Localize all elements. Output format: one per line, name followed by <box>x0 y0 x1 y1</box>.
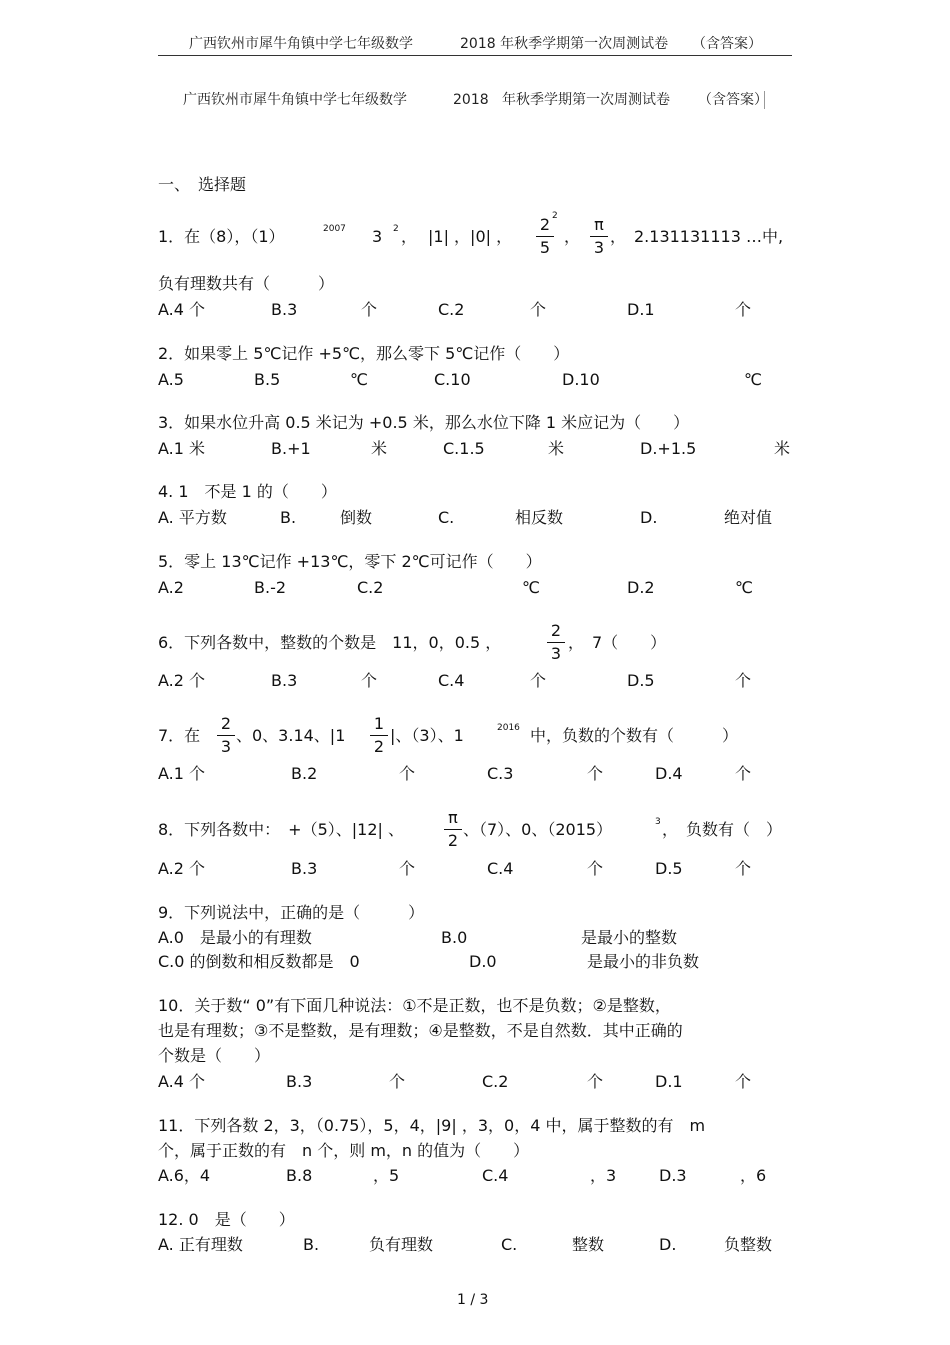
q8-f-numerator: π <box>448 808 458 827</box>
q11-option-b-value: ，5 <box>373 1166 400 1185</box>
q9-option-c: C.0 的倒数和相反数都是 0 <box>158 952 360 971</box>
fraction-bar <box>444 829 462 830</box>
q6-tail: ， 7（ ） <box>568 633 667 652</box>
q4-text: 4. 1 不是 1 的（ ） <box>158 482 337 501</box>
fraction-bar <box>536 236 554 237</box>
q10-line-1: 10．关于数“ 0”有下面几种说法：①不是正数，也不是负数；②是整数， <box>158 996 671 1015</box>
q7-option-b-unit: 个 <box>399 764 416 783</box>
title-year: 2018 <box>453 92 489 108</box>
q8-option-a: A.2 个 <box>158 859 206 878</box>
q8-option-b-unit: 个 <box>399 859 416 878</box>
title-margin-mark <box>764 91 765 109</box>
q8-option-d-unit: 个 <box>735 859 752 878</box>
page-number: 1 / 3 <box>457 1292 489 1308</box>
q12-option-d: D. <box>659 1235 677 1254</box>
q1-option-c-unit: 个 <box>530 300 547 319</box>
q8-text-b: 、（7）、0、（2015） <box>463 820 613 839</box>
q9-option-d-text: 是最小的非负数 <box>587 952 700 971</box>
q2-option-b: B.5 <box>254 370 281 389</box>
header-answers: （含答案） <box>692 36 762 52</box>
q7-f2-denominator: 2 <box>373 737 385 756</box>
q7-text-a: 7．在 <box>158 726 201 745</box>
q2-option-d: D.10 <box>562 370 600 389</box>
q7-text-b: 、0、3.14、|1 <box>236 726 346 745</box>
q1-text-a: 1．在（8），（1） <box>158 227 285 246</box>
q7-option-b: B.2 <box>291 764 318 783</box>
q1-option-b: B.3 <box>271 300 298 319</box>
q6-option-d: D.5 <box>627 671 655 690</box>
q1-f1-numerator: 2 <box>539 215 551 234</box>
q2-text: 2．如果零上 5℃记作 +5℃，那么零下 5℃记作（ ） <box>158 344 570 363</box>
q1-tail: ， 2.131131113 …中, <box>610 227 784 246</box>
q6-text: 6．下列各数中，整数的个数是 11，0，0.5 ， <box>158 633 502 652</box>
q8-option-d: D.5 <box>655 859 683 878</box>
q12-option-a: A. 正有理数 <box>158 1235 243 1254</box>
q7-f2-numerator: 1 <box>373 714 385 733</box>
q4-option-d: D. <box>640 508 658 527</box>
q11-line-2: 个，属于正数的有 n 个，则 m，n 的值为（ ） <box>158 1141 530 1160</box>
fraction-bar <box>217 735 235 736</box>
q6-f-denominator: 3 <box>550 644 562 663</box>
q4-option-c-text: 相反数 <box>515 508 564 527</box>
q4-option-c: C. <box>438 508 455 527</box>
fraction-bar <box>590 236 608 237</box>
q10-option-c: C.2 <box>482 1072 509 1091</box>
q3-option-b-unit: 米 <box>371 439 388 458</box>
q1-option-c: C.2 <box>438 300 465 319</box>
q6-fraction-two-thirds <box>547 623 565 662</box>
q1-f1-exponent: 2 <box>552 211 558 221</box>
q6-option-b-unit: 个 <box>361 671 378 690</box>
section-heading: 一、 选择题 <box>158 175 247 194</box>
q1-text-d: |1| ，|0| ， <box>428 227 513 246</box>
q1-option-d: D.1 <box>627 300 655 319</box>
q1-option-a: A.4 个 <box>158 300 206 319</box>
q3-option-d-unit: 米 <box>774 439 791 458</box>
q1-f2-denominator: 3 <box>593 238 605 257</box>
q1-line2: 负有理数共有（ ） <box>158 274 335 293</box>
q12-option-c-text: 整数 <box>572 1235 605 1254</box>
q3-option-c: C.1.5 <box>443 439 485 458</box>
q10-option-b: B.3 <box>286 1072 313 1091</box>
q6-option-d-unit: 个 <box>735 671 752 690</box>
q5-option-c: C.2 <box>357 578 384 597</box>
q1-text-c: ， <box>401 227 418 246</box>
q10-option-d: D.1 <box>655 1072 683 1091</box>
q12-option-c: C. <box>501 1235 518 1254</box>
q11-option-c-value: ，3 <box>590 1166 617 1185</box>
q3-option-c-unit: 米 <box>548 439 565 458</box>
q7-fraction-one-half <box>370 716 388 755</box>
q7-option-d-unit: 个 <box>735 764 752 783</box>
header-school: 广西钦州市犀牛角镇中学七年级数学 <box>189 36 413 52</box>
q7-text-c: |、（3）、1 <box>390 726 464 745</box>
q8-option-c-unit: 个 <box>587 859 604 878</box>
q1-option-b-unit: 个 <box>361 300 378 319</box>
q12-option-b-text: 负有理数 <box>369 1235 434 1254</box>
q9-text: 9．下列说法中，正确的是（ ） <box>158 903 425 922</box>
q5-option-d-unit: ℃ <box>735 578 753 597</box>
q5-option-c-unit: ℃ <box>522 578 540 597</box>
q7-option-a: A.1 个 <box>158 764 206 783</box>
q11-option-a: A.6，4 <box>158 1166 211 1185</box>
q4-option-b-text: 倒数 <box>340 508 373 527</box>
q4-option-d-text: 绝对值 <box>724 508 773 527</box>
q3-option-b: B.+1 <box>271 439 311 458</box>
q3-option-a: A.1 米 <box>158 439 206 458</box>
title-school: 广西钦州市犀牛角镇中学七年级数学 <box>183 92 407 108</box>
q2-option-a: A.5 <box>158 370 184 389</box>
q5-text: 5．零上 13℃记作 +13℃，零下 2℃可记作（ ） <box>158 552 542 571</box>
q7-exponent: 2016 <box>497 723 520 733</box>
q6-option-a: A.2 个 <box>158 671 206 690</box>
q1-f2-numerator: π <box>594 215 604 234</box>
q6-option-c-unit: 个 <box>530 671 547 690</box>
q1-option-d-unit: 个 <box>735 300 752 319</box>
q5-option-a: A.2 <box>158 578 184 597</box>
q10-line-2: 也是有理数；③不是整数，是有理数；④是整数，不是自然数．其中正确的 <box>158 1021 683 1040</box>
q9-option-d: D.0 <box>469 952 497 971</box>
q3-option-d: D.+1.5 <box>640 439 697 458</box>
q3-text: 3．如果水位升高 0.5 米记为 +0.5 米，那么水位下降 1 米应记为（ ） <box>158 413 690 432</box>
q10-line-3: 个数是（ ） <box>158 1046 271 1065</box>
q4-option-a: A. 平方数 <box>158 508 227 527</box>
q6-f-numerator: 2 <box>550 621 562 640</box>
q7-option-c-unit: 个 <box>587 764 604 783</box>
q1-fraction-pi-thirds <box>590 217 608 256</box>
q12-option-b: B. <box>303 1235 320 1254</box>
header-rule <box>158 55 792 56</box>
q7-f1-numerator: 2 <box>220 714 232 733</box>
q1-comma: ， <box>564 227 581 246</box>
q7-f1-denominator: 3 <box>220 737 232 756</box>
q12-option-d-text: 负整数 <box>724 1235 773 1254</box>
q11-option-d-value: ，6 <box>740 1166 767 1185</box>
q8-fraction-pi-halves <box>444 810 462 849</box>
q11-option-d: D.3 <box>659 1166 687 1185</box>
q5-option-b: B.-2 <box>254 578 287 597</box>
q1-text-b: 3 <box>372 227 383 246</box>
q9-option-b-text: 是最小的整数 <box>581 928 678 947</box>
header-term: 2018 年秋季学期第一次周测试卷 <box>460 36 669 52</box>
q11-line-1: 11．下列各数 2，3，（0.75），5，4，|9| ，3，0，4 中，属于整数的有 m <box>158 1116 706 1135</box>
fraction-bar <box>370 735 388 736</box>
q8-f-denominator: 2 <box>447 831 459 850</box>
q9-option-b: B.0 <box>441 928 468 947</box>
q11-option-b: B.8 <box>286 1166 313 1185</box>
q8-text-c: ， 负数有（ ） <box>662 820 783 839</box>
q10-option-d-unit: 个 <box>735 1072 752 1091</box>
q11-option-c: C.4 <box>482 1166 509 1185</box>
q7-option-c: C.3 <box>487 764 514 783</box>
title-answers: （含答案） <box>698 92 768 108</box>
q4-option-b: B. <box>280 508 297 527</box>
q2-option-b-unit: ℃ <box>350 370 368 389</box>
q9-option-a: A.0 是最小的有理数 <box>158 928 312 947</box>
q5-option-d: D.2 <box>627 578 655 597</box>
q12-text: 12. 0 是（ ） <box>158 1210 295 1229</box>
q1-exponent-2: 2 <box>393 224 399 234</box>
q10-option-c-unit: 个 <box>587 1072 604 1091</box>
q8-exponent: 3 <box>655 817 661 827</box>
title-term: 年秋季学期第一次周测试卷 <box>502 92 670 108</box>
q6-option-b: B.3 <box>271 671 298 690</box>
q8-option-c: C.4 <box>487 859 514 878</box>
q8-option-b: B.3 <box>291 859 318 878</box>
q7-option-d: D.4 <box>655 764 683 783</box>
fraction-bar <box>547 642 565 643</box>
q10-option-a: A.4 个 <box>158 1072 206 1091</box>
q6-option-c: C.4 <box>438 671 465 690</box>
q1-f1-denominator: 5 <box>539 238 551 257</box>
q2-option-c: C.10 <box>434 370 471 389</box>
q7-fraction-two-thirds <box>217 716 235 755</box>
q1-fraction-two-fifths <box>536 217 554 256</box>
q7-text-d: 中，负数的个数有（ ） <box>530 726 739 745</box>
q1-exponent-2007: 2007 <box>323 224 346 234</box>
q10-option-b-unit: 个 <box>389 1072 406 1091</box>
q2-option-d-unit: ℃ <box>744 370 762 389</box>
q8-text-a: 8．下列各数中： +（5）、|12| 、 <box>158 820 404 839</box>
